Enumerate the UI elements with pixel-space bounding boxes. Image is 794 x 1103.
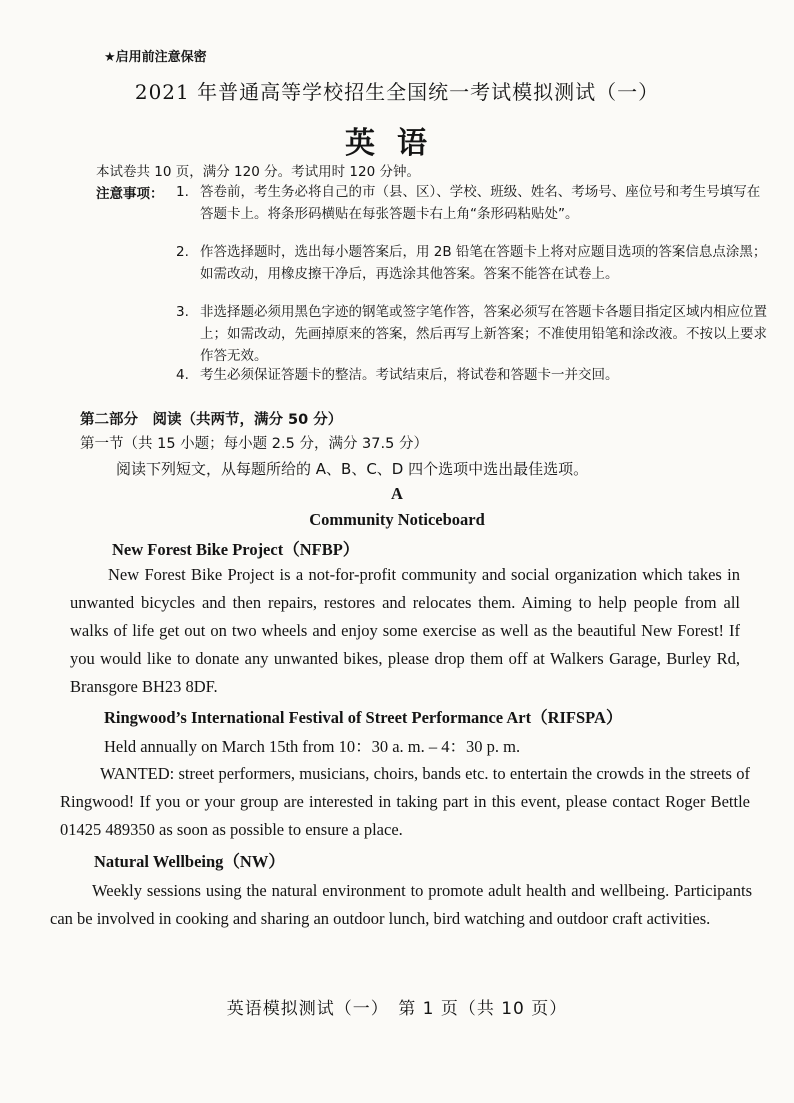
confidential-mark: ★启用前注意保密 — [104, 50, 207, 65]
nfbp-heading: New Forest Bike Project（NFBP） — [112, 540, 360, 559]
rifspa-body: WANTED: street performers, musicians, choirs, bands etc. to entertain the crowds in the streets of Ringwood! If you or your group are interested in taking part in this event, please contact Roger Bettle 01425 489350 as soon as possible to ensure a place. — [60, 764, 750, 839]
nw-heading: Natural Wellbeing（NW） — [94, 852, 285, 871]
notice-number: 1. — [176, 184, 189, 200]
passage-letter: A — [391, 484, 403, 503]
nw-body: Weekly sessions using the natural environment to promote adult health and wellbeing. Participants can be involved in cooking and sharing an outdoor lunch, bird watching and outdoor craft activities. — [50, 881, 752, 928]
part-heading: 第二部分 阅读（共两节，满分 50 分） — [80, 412, 343, 428]
notice-label: 注意事项： — [96, 186, 164, 202]
notice-number: 3. — [176, 304, 189, 320]
page-footer: 英语模拟测试（一） 第 1 页（共 10 页） — [226, 999, 568, 1019]
subject-title: 英语 — [345, 126, 449, 161]
notice-number: 4. — [176, 367, 189, 383]
notice-number: 2. — [176, 244, 189, 260]
notice-text: 作答选择题时，选出每小题答案后，用 2B 铅笔在答题卡上将对应题目选项的答案信息点涂黑；如需改动，用橡皮擦干净后，再选涂其他答案。答案不能答在试卷上。 — [200, 244, 767, 282]
directions: 阅读下列短文，从每题所给的 A、B、C、D 四个选项中选出最佳选项。 — [116, 460, 589, 478]
rifspa-heading: Ringwood’s International Festival of Street Performance Art（RIFSPA） — [104, 708, 623, 727]
passage-title: Community Noticeboard — [309, 510, 485, 529]
nfbp-body: New Forest Bike Project is a not-for-profit community and social organization which takes in unwanted bicycles and then repairs, restores and relocates them. Aiming to help people from all walks of life get out on two wheels and enjoy some exercise as well as the beautiful New Forest! If you would like to donate any unwanted bikes, please drop them off at Walkers Garage, Burley Rd, Bransgore BH23 8DF. — [70, 565, 740, 696]
subsection-heading: 第一节（共 15 小题；每小题 2.5 分，满分 37.5 分） — [80, 436, 428, 452]
rifspa-time: Held annually on March 15th from 10：30 a. m. – 4：30 p. m. — [104, 737, 521, 756]
notice-text: 考生必须保证答题卡的整洁。考试结束后，将试卷和答题卡一并交回。 — [200, 367, 619, 383]
notice-text: 非选择题必须用黑色字迹的钢笔或签字笔作答，答案必须写在答题卡各题目指定区域内相应位置上；如需改动，先画掉原来的答案，然后再写上新答案；不准使用铅笔和涂改液。不按以上要求作答无效。 — [200, 304, 767, 364]
exam-title: 2021 年普通高等学校招生全国统一考试模拟测试（一） — [134, 80, 660, 104]
exam-info: 本试卷共 10 页，满分 120 分。考试用时 120 分钟。 — [96, 164, 420, 180]
notice-text: 答卷前，考生务必将自己的市（县、区）、学校、班级、姓名、考场号、座位号和考生号填写在答题卡上。将条形码横贴在每张答题卡右上角“条形码粘贴处”。 — [200, 184, 761, 222]
